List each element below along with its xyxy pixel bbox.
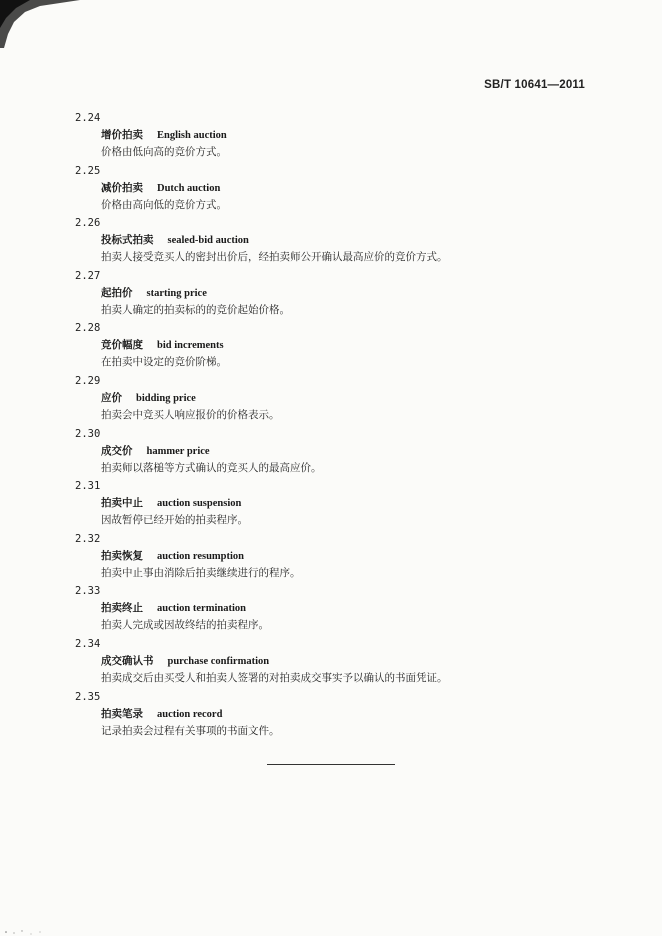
term-number: 2.35 [75,690,101,703]
term-entry [0,164,662,217]
term-number: 2.33 [75,585,101,598]
term-english-name: bid increments [157,340,224,352]
term-definition: 因故暂停已经开始的拍卖程序。 [101,514,248,527]
term-chinese-name: 增价拍卖 [101,129,143,141]
term-number: 2.25 [75,164,101,177]
term-entry [0,269,662,322]
term-definition: 在拍卖中设定的竞价阶梯。 [101,356,227,369]
term-title [101,391,196,406]
term-definition: 拍卖师以落槌等方式确认的竞买人的最高应价。 [101,461,322,474]
term-english-name: purchase confirmation [167,655,270,667]
term-title [101,549,244,564]
term-number: 2.29 [75,374,101,387]
term-number: 2.28 [75,322,101,335]
term-chinese-name: 成交价 [101,444,133,457]
term-title [101,707,222,722]
term-definition: 记录拍卖会过程有关事项的书面文件。 [101,724,280,737]
term-definition: 拍卖人完成或因故终结的拍卖程序。 [101,619,269,632]
term-title [101,444,210,459]
term-english-name: auction record [157,708,223,720]
term-chinese-name: 拍卖笔录 [101,707,143,720]
term-title [101,338,224,353]
terms-list [0,111,662,742]
end-of-text-rule [267,764,395,765]
term-chinese-name: 拍卖终止 [101,602,143,615]
term-chinese-name: 起拍价 [101,286,133,299]
term-entry [0,216,662,269]
term-english-name: starting price [146,287,207,299]
term-definition: 拍卖成交后由买受人和拍卖人签署的对拍卖成交事实予以确认的书面凭证。 [101,671,448,684]
term-english-name: auction termination [157,603,246,615]
term-number: 2.31 [75,480,101,493]
term-title [101,181,220,196]
term-definition: 拍卖会中竞买人响应报价的价格表示。 [101,408,280,421]
term-entry [0,637,662,690]
term-definition: 拍卖人接受竞买人的密封出价后，经拍卖师公开确认最高应价的竞价方式。 [101,251,448,264]
term-definition: 拍卖人确定的拍卖标的的竞价起始价格。 [101,303,290,316]
term-english-name: auction suspension [157,498,242,510]
term-title [101,601,246,616]
term-title [101,654,269,669]
term-definition: 价格由高向低的竞价方式。 [101,198,227,211]
term-entry [0,584,662,637]
term-number: 2.30 [75,427,101,440]
term-definition: 拍卖中止事由消除后拍卖继续进行的程序。 [101,566,301,579]
term-chinese-name: 成交确认书 [101,654,154,667]
term-english-name: sealed-bid auction [167,235,249,247]
scan-edge-artifact [0,0,80,48]
term-number: 2.32 [75,532,101,545]
term-chinese-name: 拍卖恢复 [101,549,143,562]
term-definition: 价格由低向高的竞价方式。 [101,146,227,158]
term-title [101,233,249,248]
term-entry [0,690,662,743]
term-entry [0,321,662,374]
term-chinese-name: 投标式拍卖 [101,234,154,247]
term-english-name: bidding price [136,392,196,404]
term-entry [0,479,662,532]
term-english-name: auction resumption [157,550,245,562]
term-title [101,286,207,301]
term-entry [0,532,662,585]
term-entry [0,374,662,427]
term-entry [0,427,662,480]
term-number: 2.27 [75,269,101,282]
term-entry [0,111,662,164]
term-number: 2.26 [75,217,101,230]
standard-code-header: SB/T 10641—2011 [484,79,585,91]
term-chinese-name: 减价拍卖 [101,181,143,194]
term-title [101,496,241,511]
term-chinese-name: 竞价幅度 [101,339,143,352]
term-number: 2.24 [75,112,101,124]
term-number: 2.34 [75,637,101,650]
term-title [101,128,227,143]
term-english-name: hammer price [146,445,210,457]
term-english-name: English auction [157,130,227,141]
term-english-name: Dutch auction [157,182,221,194]
term-chinese-name: 拍卖中止 [101,497,143,510]
term-chinese-name: 应价 [101,391,122,404]
scan-noise [0,924,60,936]
